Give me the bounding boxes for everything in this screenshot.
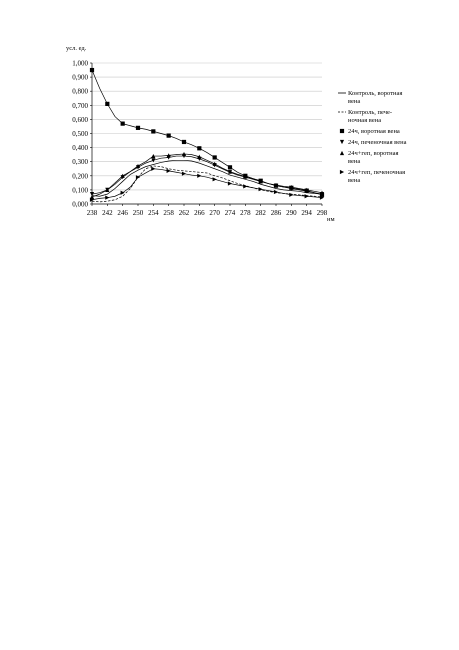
series-6 — [90, 167, 324, 202]
y-axis-label: усл. ед. — [66, 45, 87, 52]
legend-label: вена — [348, 158, 361, 165]
legend-item-4 — [340, 139, 407, 146]
legend-item-5 — [340, 150, 399, 165]
data-point-marker — [228, 165, 232, 169]
data-point-marker — [197, 155, 201, 159]
data-point-marker — [213, 177, 217, 181]
x-tick-label: 282 — [255, 209, 266, 217]
series-line — [92, 70, 322, 195]
series-line — [92, 160, 322, 196]
series-1 — [92, 160, 322, 196]
legend-item-2 — [338, 109, 392, 124]
data-point-marker — [182, 140, 186, 144]
legend-label: ночная вена — [348, 117, 382, 124]
data-point-marker — [340, 129, 344, 133]
x-tick-label: 270 — [209, 209, 220, 217]
legend-label: 24ч, воротная вена — [348, 128, 400, 135]
series-2 — [92, 166, 322, 202]
data-point-marker — [197, 146, 201, 150]
series-line — [92, 166, 322, 202]
data-point-marker — [213, 155, 217, 159]
legend-item-3 — [340, 128, 400, 135]
data-point-marker — [90, 68, 94, 72]
x-tick-label: 258 — [163, 209, 174, 217]
y-tick-label: 0,000 — [72, 200, 88, 209]
data-point-marker — [167, 134, 171, 138]
legend — [338, 90, 407, 184]
data-point-marker — [105, 102, 109, 106]
x-tick-label: 262 — [178, 209, 190, 217]
y-tick-label: 0,500 — [72, 130, 88, 138]
data-point-marker — [105, 196, 109, 200]
legend-label: 24ч+геп, печеночная — [348, 169, 406, 176]
data-point-marker — [259, 187, 263, 191]
gridlines — [92, 63, 322, 190]
data-point-marker — [228, 181, 232, 185]
data-point-marker — [305, 194, 309, 198]
data-point-marker — [340, 140, 344, 144]
y-tick-label: 0,100 — [72, 186, 88, 195]
data-point-marker — [197, 174, 201, 178]
x-tick-label: 290 — [286, 209, 297, 217]
data-point-marker — [151, 129, 155, 133]
x-tick-label: 278 — [240, 209, 251, 217]
data-point-marker — [151, 167, 155, 171]
legend-label: 24ч+геп, воротная — [348, 150, 399, 157]
plot-area — [90, 68, 324, 202]
y-tick-label: 0,200 — [72, 172, 88, 181]
data-point-marker — [167, 169, 171, 173]
legend-item-1 — [338, 90, 402, 105]
legend-label: Контроль, воротная — [348, 90, 403, 97]
y-tick-label: 0,700 — [72, 101, 88, 110]
x-tick-label: 242 — [102, 209, 113, 217]
x-axis-label: нм — [327, 216, 335, 223]
legend-label: 24ч, печеночная вена — [348, 139, 407, 146]
y-tick-label: 0,900 — [72, 73, 88, 82]
series-3 — [90, 68, 324, 197]
data-point-marker — [136, 126, 140, 130]
x-tick-label: 298 — [316, 209, 328, 217]
x-tick-label: 250 — [132, 209, 144, 217]
x-tick-label: 274 — [224, 209, 236, 217]
y-tick-label: 0,400 — [72, 144, 88, 153]
y-tick-label: 0,600 — [72, 115, 88, 124]
data-point-marker — [243, 184, 247, 188]
legend-label: вена — [348, 98, 361, 105]
y-tick-label: 0,800 — [72, 87, 88, 96]
x-tick-label: 286 — [270, 209, 282, 217]
data-point-marker — [182, 172, 186, 176]
legend-label: Контроль, пече- — [348, 109, 393, 116]
y-tick-label: 1,000 — [72, 59, 88, 68]
data-point-marker — [340, 151, 344, 155]
legend-item-6 — [340, 169, 405, 184]
x-tick-label: 294 — [301, 209, 312, 217]
legend-label: вена — [348, 177, 361, 184]
data-point-marker — [289, 193, 293, 197]
x-tick-label: 266 — [194, 209, 205, 217]
data-point-marker — [274, 190, 278, 194]
y-tick-label: 0,300 — [72, 158, 88, 167]
x-tick-label: 254 — [148, 209, 159, 217]
x-tick-labels — [87, 209, 328, 217]
data-point-marker — [121, 122, 125, 126]
data-point-marker — [340, 170, 344, 174]
axes — [90, 63, 322, 206]
x-tick-label: 246 — [117, 209, 128, 217]
x-tick-label: 238 — [86, 209, 98, 217]
y-tick-labels — [72, 60, 88, 209]
